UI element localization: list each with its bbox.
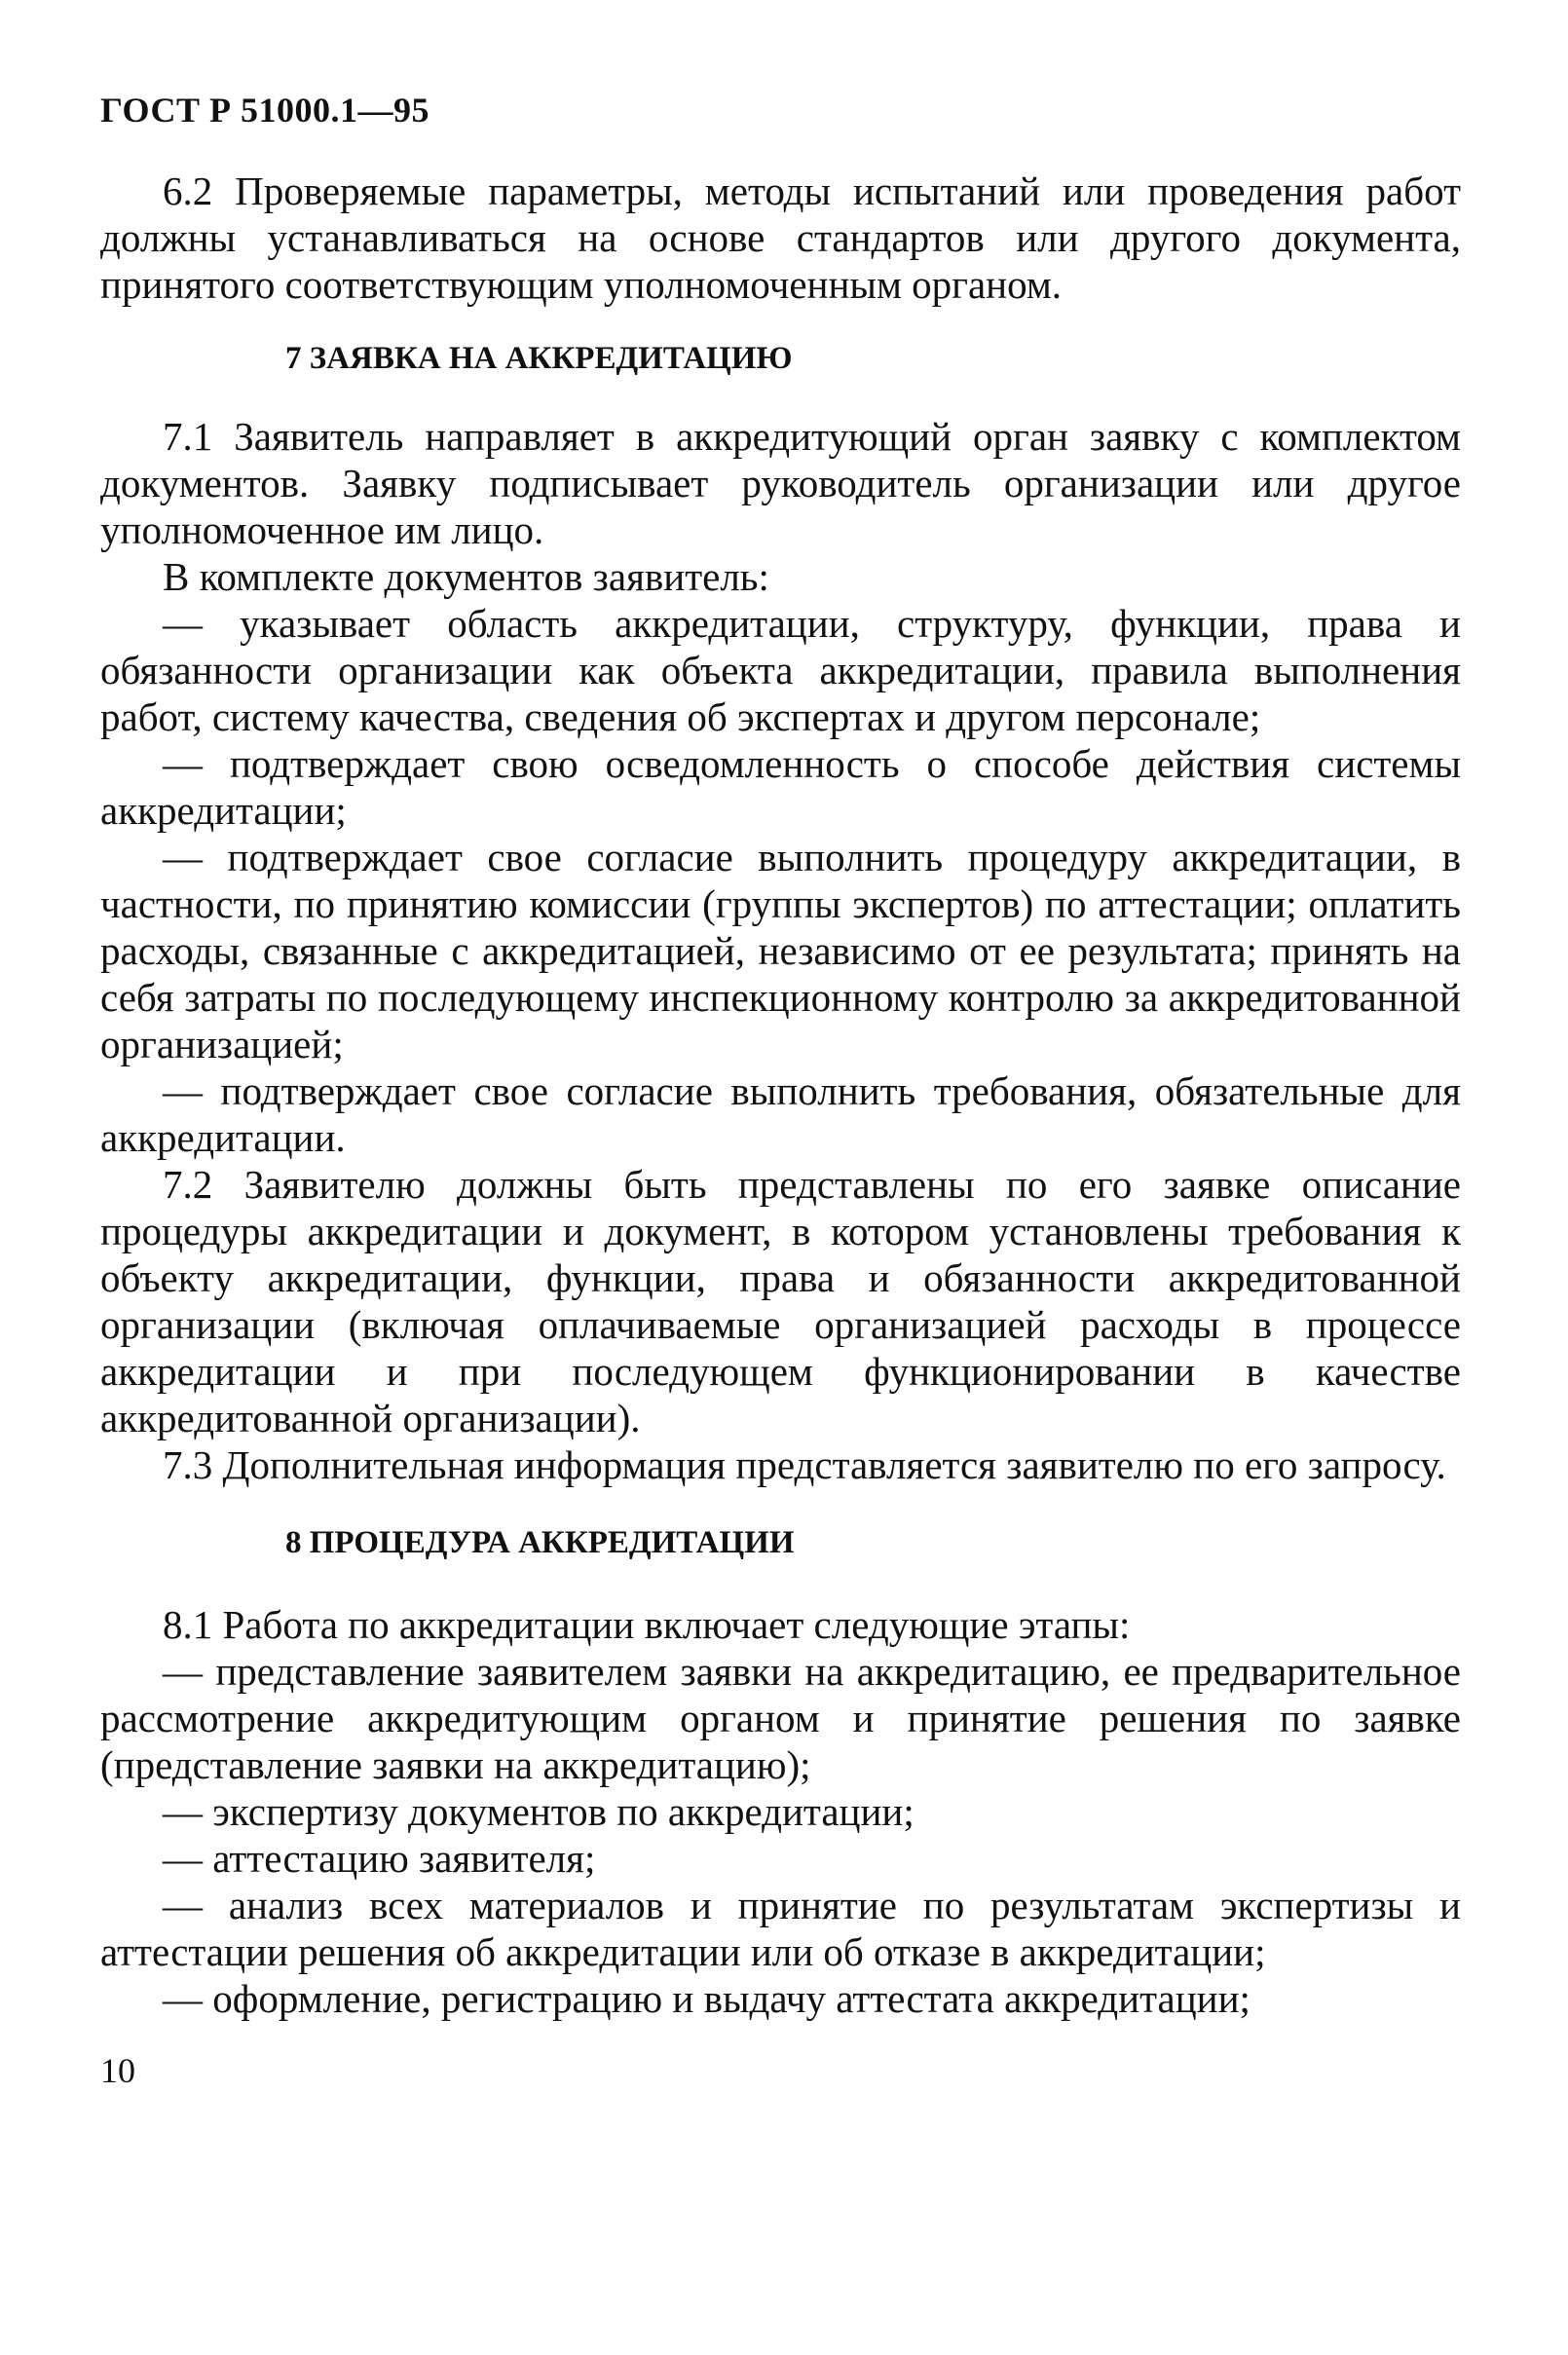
list-item: — подтверждает свое согласие выполнить процедуру аккредитации, в частности, по принятию комиссии (группы экспертов) по аттестации; оплатить расходы, связанные с аккредитацией, независимо от ее результата; принять на себя затраты по последующему инспекционному контролю за аккредитованной организацией;	[100, 835, 1461, 1066]
document-header: ГОСТ Р 51000.1—95	[100, 91, 429, 130]
paragraph-6-2: 6.2 Проверяемые параметры, методы испытаний или проведения работ должны устанавливаться на основе стандартов или другого документа, принятого соответствующим уполномоченным органом.	[100, 168, 1461, 307]
list-item: — аттестацию заявителя;	[163, 1836, 596, 1881]
paragraph-7-1: 7.1 Заявитель направляет в аккредитующий орган заявку с комплектом документов. Заявку подписывает руководитель организации или другое уполномоченное им лицо.	[100, 414, 1461, 552]
list-item: — оформление, регистрацию и выдачу аттестата аккредитации;	[163, 1976, 1251, 2021]
document-body	[100, 168, 1461, 2022]
paragraph-7-3: 7.3 Дополнительная информация представляется заявителю по его запросу.	[163, 1442, 1446, 1487]
paragraph-8-1: 8.1 Работа по аккредитации включает следующие этапы:	[163, 1602, 1131, 1647]
list-item: — указывает область аккредитации, структуру, функции, права и обязанности организации как объекта аккредитации, правила выполнения работ, систему качества, сведения об экспертах и другом персонале;	[100, 601, 1461, 739]
section-heading-7: 7 ЗАЯВКА НА АККРЕДИТАЦИЮ	[285, 341, 793, 376]
list-item: — подтверждает свою осведомленность о способе действия системы аккредитации;	[100, 741, 1461, 833]
page-number: 10	[100, 2051, 135, 2090]
list-item: — экспертизу документов по аккредитации;	[163, 1789, 915, 1834]
list-item: — анализ всех материалов и принятие по результатам экспертизы и аттестации решения об аккредитации или об отказе в аккредитации;	[100, 1883, 1461, 1974]
paragraph-7-2: 7.2 Заявителю должны быть представлены по его заявке описание процедуры аккредитации и документ, в котором установлены требования к объекту аккредитации, функции, права и обязанности аккредитованной организации (включая оплачиваемые организацией расходы в процессе аккредитации и при последующем функционировании в качестве аккредитованной организации).	[100, 1162, 1461, 1440]
list-item: — подтверждает свое согласие выполнить требования, обязательные для аккредитации.	[100, 1068, 1461, 1160]
section-heading-8: 8 ПРОЦЕДУРА АККРЕДИТАЦИИ	[285, 1525, 795, 1560]
list-item: — представление заявителем заявки на аккредитацию, ее предварительное рассмотрение аккредитующим органом и принятие решения по заявке (представление заявки на аккредитацию);	[100, 1649, 1461, 1787]
paragraph-7-1-intro: В комплекте документов заявитель:	[163, 554, 769, 599]
